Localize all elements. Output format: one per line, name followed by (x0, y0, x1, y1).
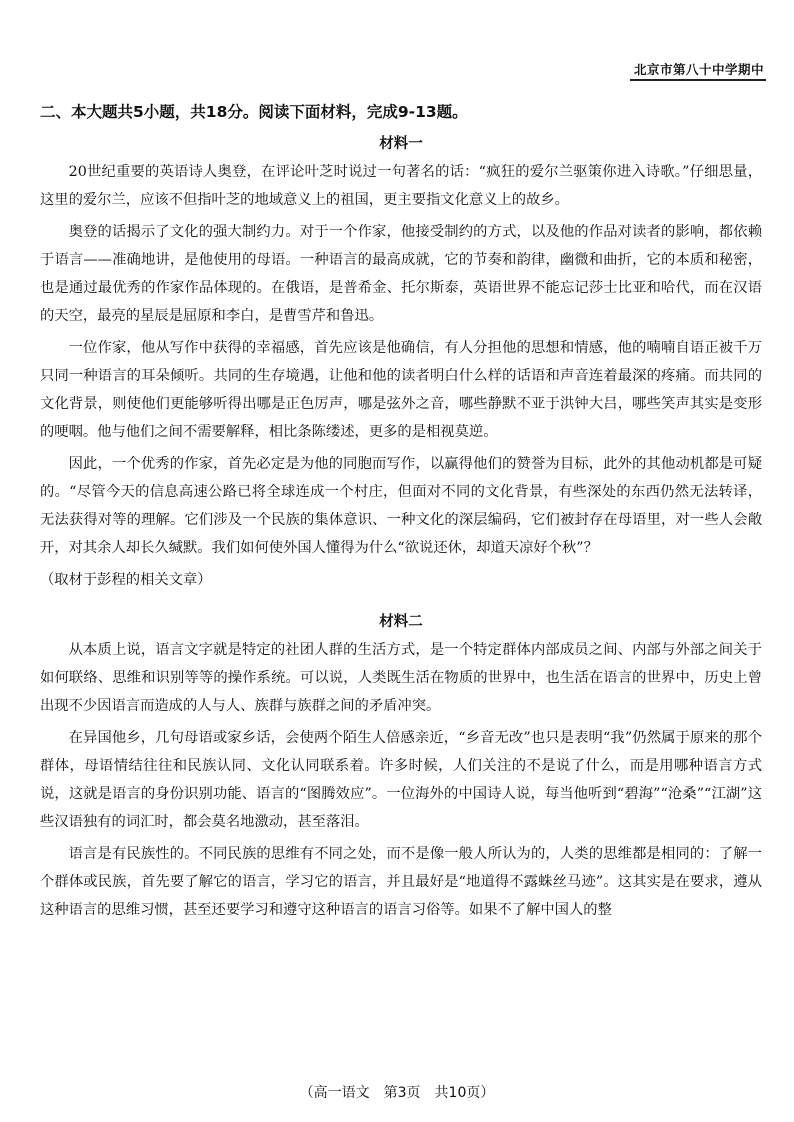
material-two-paragraph-3: 语言是有民族性的。不同民族的思维有不同之处，而不是像一般人所认为的，人类的思维都是相同的：了解一个群体或民族，首先要了解它的语言，学习它的语言，并且最好是“地道得不露蛛丝马迹”。这其实是在要求，遵从这种语言的思维习惯，甚至还要学习和遵守这种语言的语言习俗等。如果不了解中国人的整 (40, 846, 762, 918)
material-one-title: 材料一 (379, 136, 423, 152)
material-one-paragraph-3: 一位作家，他从写作中获得的幸福感，首先应该是他确信，有人分担他的思想和情感，他的喃喃自语正被千万只同一种语言的耳朵倾听。共同的生存境遇，让他和他的读者明白什么样的话语和声音连着最深的疼痛。而共同的文化背景，则使他们更能够听得出哪是正色厉声，哪是弦外之音，哪些静默不亚于洪钟大吕，哪些笑声其实是变形的哽咽。他与他们之间不需要解释，相比条陈缕述，更多的是相视莫逆。 (40, 340, 762, 440)
reading-content (40, 130, 762, 928)
section-heading: 二、本大题共5小题，共18分。阅读下面材料，完成9-13题。 (40, 103, 468, 121)
material-one-paragraph-2: 奥登的话揭示了文化的强大制约力。对于一个作家，他接受制约的方式，以及他的作品对读者的影响，都依赖于语言——准确地讲，是他使用的母语。一种语言的最高成就，它的节奏和韵律，幽微和曲折，它的本质和秘密，也是通过最优秀的作家作品体现的。在俄语，是普希金、托尔斯泰，英语世界不能忘记莎士比亚和哈代，而在汉语的天空，最亮的星辰是屈原和李白，是曹雪芹和鲁迅。 (40, 224, 762, 324)
page-footer: （高一语文 第3页 共10页） (299, 1085, 495, 1101)
material-two-title: 材料二 (379, 614, 423, 630)
material-two-paragraph-2: 在异国他乡，几句母语或家乡话，会使两个陌生人倍感亲近，“乡音无改”也只是表明“我”仍然属于原来的那个群体，母语情结往往和民族认同、文化认同联系着。许多时候，人们关注的不是说了什么，而是用哪种语言方式说，这就是语言的身份识别功能、语言的“图腾效应”。一位海外的中国诗人说，每当他听到“碧海”“沧桑”“江湖”这些汉语独有的词汇时，都会莫名地激动，甚至落泪。 (40, 730, 762, 830)
material-one-paragraph-1: 20世纪重要的英语诗人奥登，在评论叶芝时说过一句著名的话：“疯狂的爱尔兰驱策你进入诗歌。”仔细思量，这里的爱尔兰，应该不但指叶芝的地域意义上的祖国，更主要指文化意义上的故乡。 (40, 164, 762, 208)
material-one-paragraph-4: 因此，一个优秀的作家，首先必定是为他的同胞而写作，以赢得他们的赞誉为目标，此外的其他动机都是可疑的。“尽管今天的信息高速公路已将全球连成一个村庄，但面对不同的文化背景，有些深处的东西仍然无法转译，无法获得对等的理解。它们涉及一个民族的集体意识、一种文化的深层编码，它们被封存在母语里，对一些人会敞开，对其余人却长久缄默。我们如何使外国人懂得为什么“欲说还休，却道天凉好个秋”？ (40, 456, 762, 556)
school-header-stamp: 北京市第八十中学期中 (630, 60, 766, 81)
material-one-source: （取材于彭程的相关文章） (40, 572, 212, 588)
material-two-paragraph-1: 从本质上说，语言文字就是特定的社团人群的生活方式，是一个特定群体内部成员之间、内部与外部之间关于如何联络、思维和识别等等的操作系统。可以说，人类既生活在物质的世界中，也生活在语言的世界中，历史上曾出现不少因语言而造成的人与人、族群与族群之间的矛盾冲突。 (40, 642, 762, 714)
